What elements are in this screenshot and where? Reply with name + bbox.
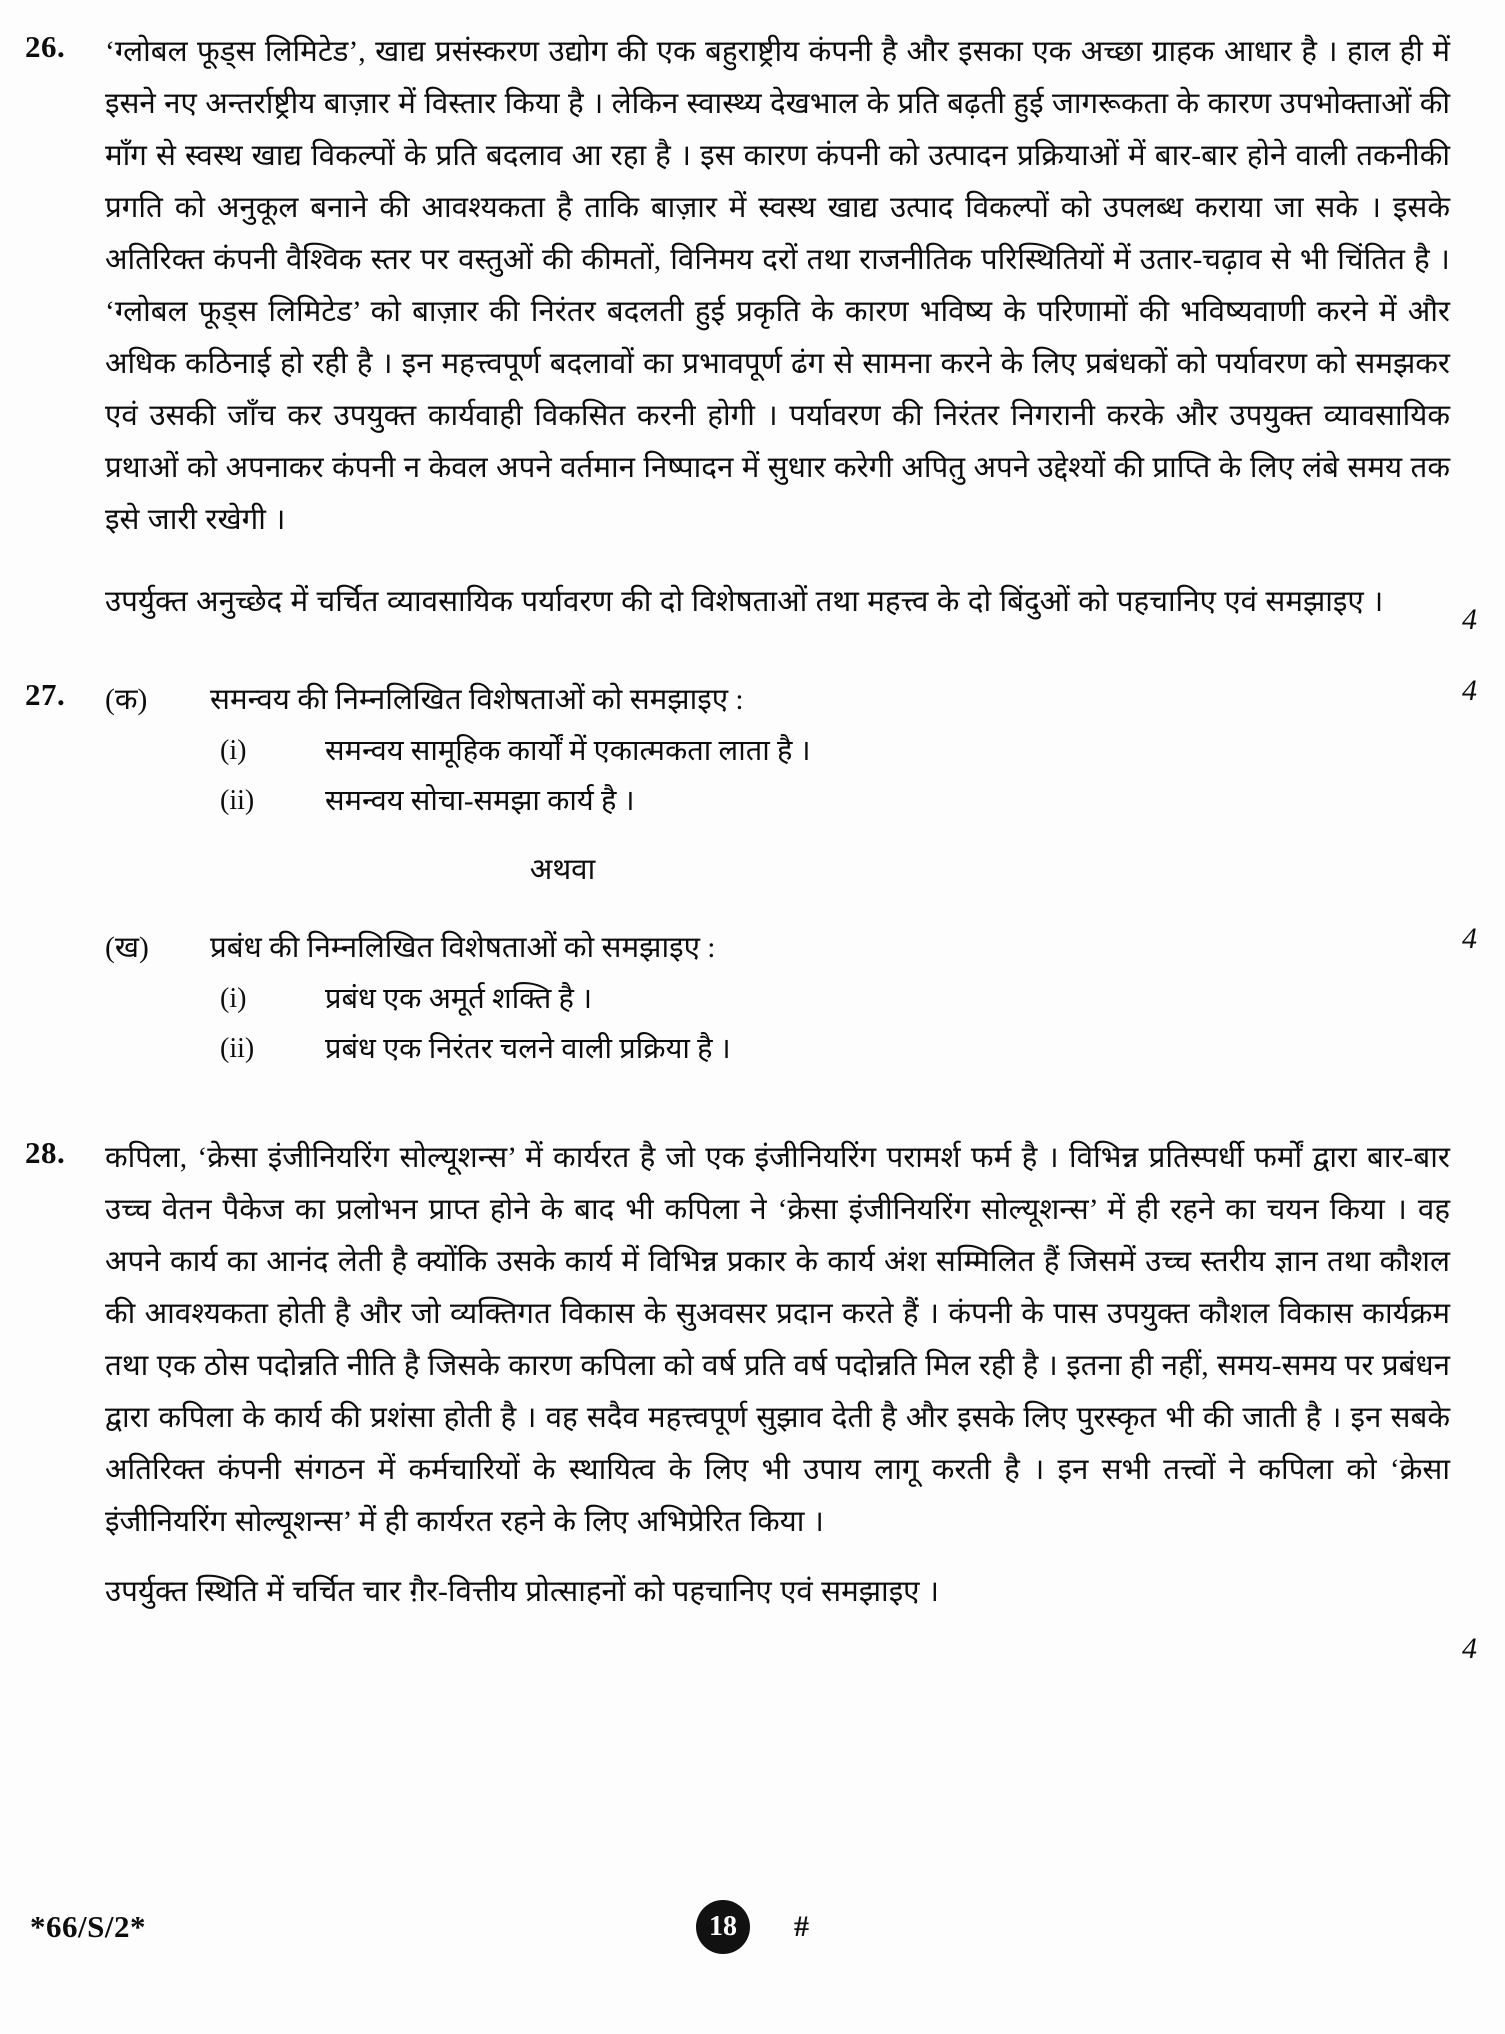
gap-after-athava xyxy=(105,896,1450,922)
question-27-a-item-1-text: समन्वय सामूहिक कार्यों में एकात्मकता लाता है । xyxy=(325,735,811,767)
question-27 xyxy=(0,674,1505,1074)
question-27-option-a xyxy=(105,674,1477,726)
question-27-b-item-2 xyxy=(105,1024,1450,1074)
question-26-marks: 4 xyxy=(1462,603,1477,636)
paragraph-gap-28 xyxy=(105,1548,1450,1566)
question-27-a-item-2-roman: (ii) xyxy=(220,785,255,816)
question-27-b-item-2-text: प्रबंध एक निरंतर चलने वाली प्रक्रिया है । xyxy=(325,1033,731,1065)
question-27-option-b-marks: 4 xyxy=(1462,922,1477,955)
question-27-body xyxy=(105,674,1477,1074)
gap-before-athava xyxy=(105,826,1450,844)
question-28 xyxy=(0,1132,1505,1665)
question-26-number: 26. xyxy=(25,29,66,64)
question-27-option-a-stem: समन्वय की निम्नलिखित विशेषताओं को समझाइए : xyxy=(210,684,744,716)
footer-center-group xyxy=(0,1900,1505,1954)
top-spacer xyxy=(0,0,1505,26)
question-27-or-divider: अथवा xyxy=(529,854,596,886)
hash-symbol: # xyxy=(794,1910,809,1943)
question-27-option-b xyxy=(105,922,1477,974)
question-27-a-item-1-roman: (i) xyxy=(220,735,247,766)
question-27-b-item-1-text: प्रबंध एक अमूर्त शक्ति है । xyxy=(325,983,593,1015)
question-26-body xyxy=(105,26,1450,628)
question-27-number: 27. xyxy=(25,677,66,712)
question-26 xyxy=(0,26,1505,636)
question-26-prompt: उपर्युक्त अनुच्छेद में चर्चित व्यावसायिक पर्यावरण की दो विशेषताओं तथा महत्त्व के दो बिंदुओं को पहचानिए एवं समझाइए । xyxy=(105,586,1384,618)
paper-code: *66/S/2* xyxy=(30,1909,146,1944)
question-28-case-paragraph: कपिला, ‘क्रेसा इंजीनियरिंग सोल्यूशन्स’ में कार्यरत है जो एक इंजीनियरिंग परामर्श फर्म है । विभिन्न प्रतिस्पर्धी फर्मों द्वारा बार-बार उच्च वेतन पैकेज का प्रलोभन प्राप्त होने के बाद भी कपिला ने ‘क्रेसा इंजीनियरिंग सोल्यूशन्स’ में ही रहने का चयन किया । वह अपने कार्य का आनंद लेती है क्योंकि उसके कार्य में विभिन्न प्रकार के कार्य अंश सम्मिलित हैं जिसमें उच्च स्तरीय ज्ञान तथा कौशल की आवश्यकता होती है और जो व्यक्तिगत विकास के सुअवसर प्रदान करते हैं । कंपनी के पास उपयुक्त कौशल विकास कार्यक्रम तथा एक ठोस पदोन्नति नीति है जिसके कारण कपिला को वर्ष प्रति वर्ष पदोन्नति मिल रही है । इतना ही नहीं, समय-समय पर प्रबंधन द्वारा कपिला के कार्य की प्रशंसा होती है । वह सदैव महत्त्वपूर्ण सुझाव देती है और इसके लिए पुरस्कृत भी की जाती है । इन सबके अतिरिक्त कंपनी संगठन में कर्मचारियों के स्थायित्व के लिए भी उपाय लागू करती है । इन सभी तत्त्वों ने कपिला को ‘क्रेसा इंजीनियरिंग सोल्यूशन्स’ में ही कार्यरत रहने के लिए अभिप्रेरित किया । xyxy=(105,1142,1450,1538)
question-27-option-b-label: (ख) xyxy=(105,932,149,964)
question-26-case-paragraph: ‘ग्लोबल फूड्स लिमिटेड’, खाद्य प्रसंस्करण उद्योग की एक बहुराष्ट्रीय कंपनी है और इसका एक अच्छा ग्राहक आधार है । हाल ही में इसने नए अन्तर्राष्ट्रीय बाज़ार में विस्तार किया है । लेकिन स्वास्थ्य देखभाल के प्रति बढ़ती हुई जागरूकता के कारण उपभोक्ताओं की माँग से स्वस्थ खाद्य विकल्पों के प्रति बदलाव आ रहा है । इस कारण कंपनी को उत्पादन प्रक्रियाओं में बार-बार होने वाली तकनीकी प्रगति को अनुकूल बनाने की आवश्यकता है ताकि बाज़ार में स्वस्थ खाद्य उत्पाद विकल्पों को उपलब्ध कराया जा सके । इसके अतिरिक्त कंपनी वैश्विक स्तर पर वस्तुओं की कीमतों, विनिमय दरों तथा राजनीतिक परिस्थितियों में उतार-चढ़ाव से भी चिंतित है । ‘ग्लोबल फूड्स लिमिटेड’ को बाज़ार की निरंतर बदलती हुई प्रकृति के कारण भविष्य के परिणामों की भविष्यवाणी करने में और अधिक कठिनाई हो रही है । इन महत्त्वपूर्ण बदलावों का प्रभावपूर्ण ढंग से सामना करने के लिए प्रबंधकों को पर्यावरण को समझकर एवं उसकी जाँच कर उपयुक्त कार्यवाही विकसित करनी होगी । पर्यावरण की निरंतर निगरानी करके और उपयुक्त व्यावसायिक प्रथाओं को अपनाकर कंपनी न केवल अपने वर्तमान निष्पादन में सुधार करेगी अपितु अपने उद्देश्यों की प्राप्ति के लिए लंबे समय तक इसे जारी रखेगी । xyxy=(105,36,1450,536)
question-27-b-item-2-roman: (ii) xyxy=(220,1033,255,1064)
page-number-badge: 18 xyxy=(696,1900,750,1954)
question-27-a-item-1 xyxy=(105,726,1450,776)
question-28-body xyxy=(105,1132,1450,1618)
question-27-a-item-2 xyxy=(105,776,1450,826)
question-27-b-item-1-roman: (i) xyxy=(220,983,247,1014)
question-27-option-a-label: (क) xyxy=(105,684,148,716)
gap-27-28 xyxy=(0,1074,1505,1132)
question-27-option-b-stem: प्रबंध की निम्नलिखित विशेषताओं को समझाइए : xyxy=(210,932,716,964)
question-28-prompt: उपर्युक्त स्थिति में चर्चित चार ग़ैर-वित्तीय प्रोत्साहनों को पहचानिए एवं समझाइए । xyxy=(105,1576,940,1608)
question-27-a-item-2-text: समन्वय सोचा-समझा कार्य है । xyxy=(325,785,635,817)
question-28-number: 28. xyxy=(25,1135,66,1170)
gap-26-27 xyxy=(0,628,1505,674)
question-27-b-item-1 xyxy=(105,974,1450,1024)
paragraph-gap xyxy=(105,546,1450,576)
question-27-option-a-marks: 4 xyxy=(1462,674,1477,707)
page-footer xyxy=(0,1898,1505,1956)
question-28-marks: 4 xyxy=(1462,1632,1477,1665)
